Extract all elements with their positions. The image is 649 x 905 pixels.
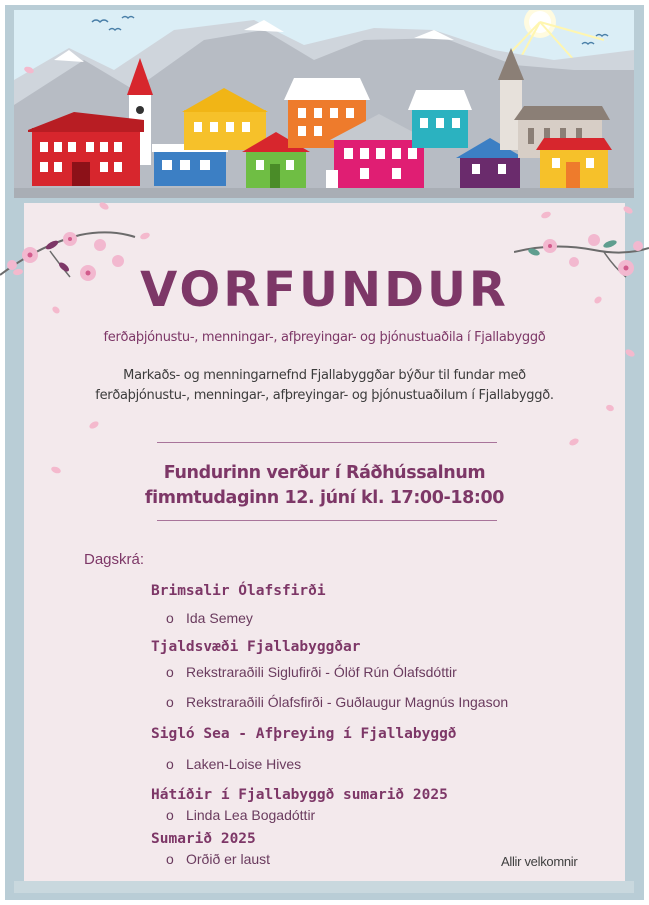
divider-top [157,442,497,443]
bullet-icon: o [166,664,174,680]
bullet-icon: o [166,756,174,772]
meeting-details [0,461,649,511]
divider-bottom [157,520,497,521]
bullet-icon: o [166,807,174,823]
invitation-line-2: ferðaþjónustu-, menningar-, afþreyingar- og þjónustuaðilum í Fjallabyggð. [95,388,554,403]
agenda-section-heading: Brimsalir Ólafsfirði [151,583,326,599]
agenda-item [166,807,315,823]
meeting-location: Fundurinn verður í Ráðhússalnum [163,463,486,483]
agenda-item [166,756,301,772]
agenda-item-text: Linda Lea Bogadóttir [186,807,316,823]
agenda-item-text: Ida Semey [186,610,253,626]
poster-title: VORFUNDUR [140,262,509,318]
agenda-section-heading: Sumarið 2025 [151,831,256,847]
agenda-label: Dagskrá: [84,551,145,568]
agenda-item-text: Orðið er laust [186,851,271,867]
bullet-icon: o [166,610,174,626]
invitation-text [60,366,589,406]
meeting-datetime: fimmtudaginn 12. júní kl. 17:00-18:00 [144,488,505,508]
poster-subtitle: ferðaþjónustu-, menningar-, afþreyingar- og þjónustuaðila í Fjallabyggð [103,330,546,345]
agenda-item-text: Laken-Loise Hives [186,756,302,772]
bullet-icon: o [166,851,174,867]
agenda-item-text: Rekstraraðili Siglufirði - Ólöf Rún Ólafsdóttir [186,664,457,680]
agenda-section-heading: Hátíðir í Fjallabyggð sumarið 2025 [151,787,448,803]
closing-text: Allir velkomnir [501,854,578,869]
agenda-section-heading: Sigló Sea - Afþreying í Fjallabyggð [151,726,457,742]
invitation-line-1: Markaðs- og menningarnefnd Fjallabyggðar býður til fundar með [123,368,526,383]
agenda-item [166,610,253,626]
agenda-item [166,694,508,710]
agenda-item [166,664,457,680]
agenda-item [166,851,270,867]
bullet-icon: o [166,694,174,710]
agenda-section-heading: Tjaldsvæði Fjallabyggðar [151,639,361,655]
agenda-item-text: Rekstraraðili Ólafsfirði - Guðlaugur Magnús Ingason [186,694,509,710]
